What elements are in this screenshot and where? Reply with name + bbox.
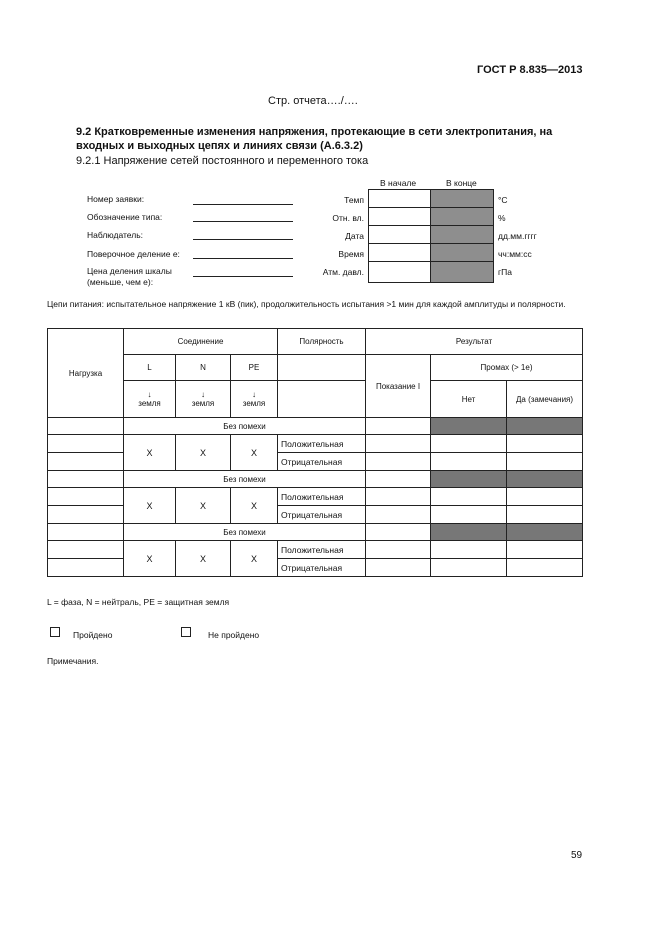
cond-label-humidity: Отн. вл. [332,213,364,223]
positive-label: Положительная [278,541,366,559]
load-cell[interactable] [48,471,124,488]
standard-number: ГОСТ Р 8.835—2013 [477,64,583,76]
yes-cell [507,418,583,435]
scale-division-note: (меньше, чем е): [87,277,154,287]
result-header: Результат [366,329,583,355]
cond-start-humidity[interactable] [368,207,431,226]
no-cell[interactable] [431,506,507,524]
cond-unit-date: дд.мм.гггг [498,231,537,241]
positive-label: Положительная [278,435,366,453]
no-cell[interactable] [431,435,507,453]
polarity-empty [278,355,366,381]
request-number-label: Номер заявки: [87,194,145,204]
cond-end-humidity[interactable] [430,207,494,226]
polarity-header: Полярность [278,329,366,355]
verification-division-line[interactable] [193,258,293,259]
no-cell[interactable] [431,559,507,577]
cond-start-pressure[interactable] [368,261,431,283]
yes-cell[interactable] [507,506,583,524]
yes-cell [507,471,583,488]
yes-cell[interactable] [507,488,583,506]
no-noise-label: Без помехи [124,471,366,488]
reading-header: Показание I [366,355,431,418]
pe-ground [231,381,278,418]
polarity-empty [278,381,366,418]
no-cell [431,471,507,488]
no-cell [431,524,507,541]
l-ground [124,381,176,418]
no-cell[interactable] [431,488,507,506]
observer-label: Наблюдатель: [87,230,143,240]
load-cell[interactable] [48,559,124,577]
no-header: Нет [431,381,507,418]
x-mark: X [124,488,176,524]
col-end-header: В конце [446,178,477,188]
request-number-line[interactable] [193,204,293,205]
x-mark: X [176,541,231,577]
col-start-header: В начале [380,178,417,188]
reading-cell[interactable] [366,471,431,488]
yes-cell[interactable] [507,559,583,577]
x-mark: X [231,541,278,577]
load-cell[interactable] [48,541,124,559]
x-mark: X [231,435,278,471]
pe-header: PE [231,355,278,381]
notes-label: Примечания. [47,656,99,666]
x-mark: X [231,488,278,524]
passed-label: Пройдено [73,630,113,640]
type-line[interactable] [193,221,293,222]
yes-header: Да (замечания) [507,381,583,418]
passed-checkbox[interactable] [50,627,60,637]
x-mark: X [176,435,231,471]
cond-unit-pressure: гПа [498,267,512,277]
cond-start-time[interactable] [368,243,431,262]
no-cell[interactable] [431,541,507,559]
verification-division-label: Поверочное деление е: [87,249,180,259]
cond-end-time[interactable] [430,243,494,262]
load-cell[interactable] [48,488,124,506]
yes-cell[interactable] [507,541,583,559]
load-cell[interactable] [48,524,124,541]
x-mark: X [176,488,231,524]
observer-line[interactable] [193,239,293,240]
reading-cell[interactable] [366,506,431,524]
cond-unit-temp: °C [498,195,508,205]
type-label: Обозначение типа: [87,212,163,222]
yes-cell[interactable] [507,435,583,453]
n-header: N [176,355,231,381]
cond-start-date[interactable] [368,225,431,244]
section-title: 9.2 Кратковременные изменения напряжения, протекающие в сети электропитания, на входных и выходных цепях и линиях связи (А.6.3.2) [76,126,553,152]
failed-label: Не пройдено [208,630,260,640]
positive-label: Положительная [278,488,366,506]
ground-label: земля [242,399,266,408]
cond-unit-time: чч:мм:сс [498,249,532,259]
scale-division-line[interactable] [193,276,293,277]
cond-end-pressure[interactable] [430,261,494,283]
load-cell[interactable] [48,418,124,435]
reading-cell[interactable] [366,524,431,541]
failed-checkbox[interactable] [181,627,191,637]
arrow-icon: ↓ [252,390,256,399]
legend-text: L = фаза, N = нейтраль, PE = защитная земля [47,597,230,607]
ground-label: земля [191,399,215,408]
cond-end-date[interactable] [430,225,494,244]
cond-end-temp[interactable] [430,189,494,208]
cond-unit-humidity: % [498,213,506,223]
reading-cell[interactable] [366,559,431,577]
page-number: 59 [571,850,583,861]
report-page-ref: Стр. отчета…./…. [268,95,358,107]
reading-cell[interactable] [366,453,431,471]
cond-label-date: Дата [345,231,364,241]
yes-cell[interactable] [507,453,583,471]
load-cell[interactable] [48,435,124,453]
scale-division-label: Цена деления шкалы [87,266,172,276]
reading-cell[interactable] [366,541,431,559]
skip-header: Промах (> 1е) [431,355,583,381]
cond-label-temp: Темп [344,195,364,205]
reading-cell[interactable] [366,435,431,453]
load-cell[interactable] [48,506,124,524]
reading-cell[interactable] [366,488,431,506]
l-header: L [124,355,176,381]
no-noise-label: Без помехи [124,524,366,541]
arrow-icon: ↓ [201,390,205,399]
arrow-icon: ↓ [147,390,152,399]
section-subtitle: 9.2.1 Напряжение сетей постоянного и переменного тока [76,155,369,167]
x-mark: X [124,541,176,577]
x-mark: X [124,435,176,471]
results-table [47,328,583,577]
no-cell[interactable] [431,453,507,471]
reading-cell[interactable] [366,418,431,435]
load-header: Нагрузка [48,329,124,418]
cond-label-time: Время [338,249,364,259]
ground-label: земля [138,399,161,408]
no-noise-label: Без помехи [124,418,366,435]
load-cell[interactable] [48,453,124,471]
negative-label: Отрицательная [278,506,366,524]
cond-label-pressure: Атм. давл. [322,267,364,277]
n-ground [176,381,231,418]
negative-label: Отрицательная [278,453,366,471]
cond-start-temp[interactable] [368,189,431,208]
supply-note: Цепи питания: испытательное напряжение 1 кВ (пик), продолжительность испытания >1 мин для каждой амплитуды и полярности. [47,299,566,309]
connection-header: Соединение [124,329,278,355]
yes-cell [507,524,583,541]
no-cell [431,418,507,435]
negative-label: Отрицательная [278,559,366,577]
